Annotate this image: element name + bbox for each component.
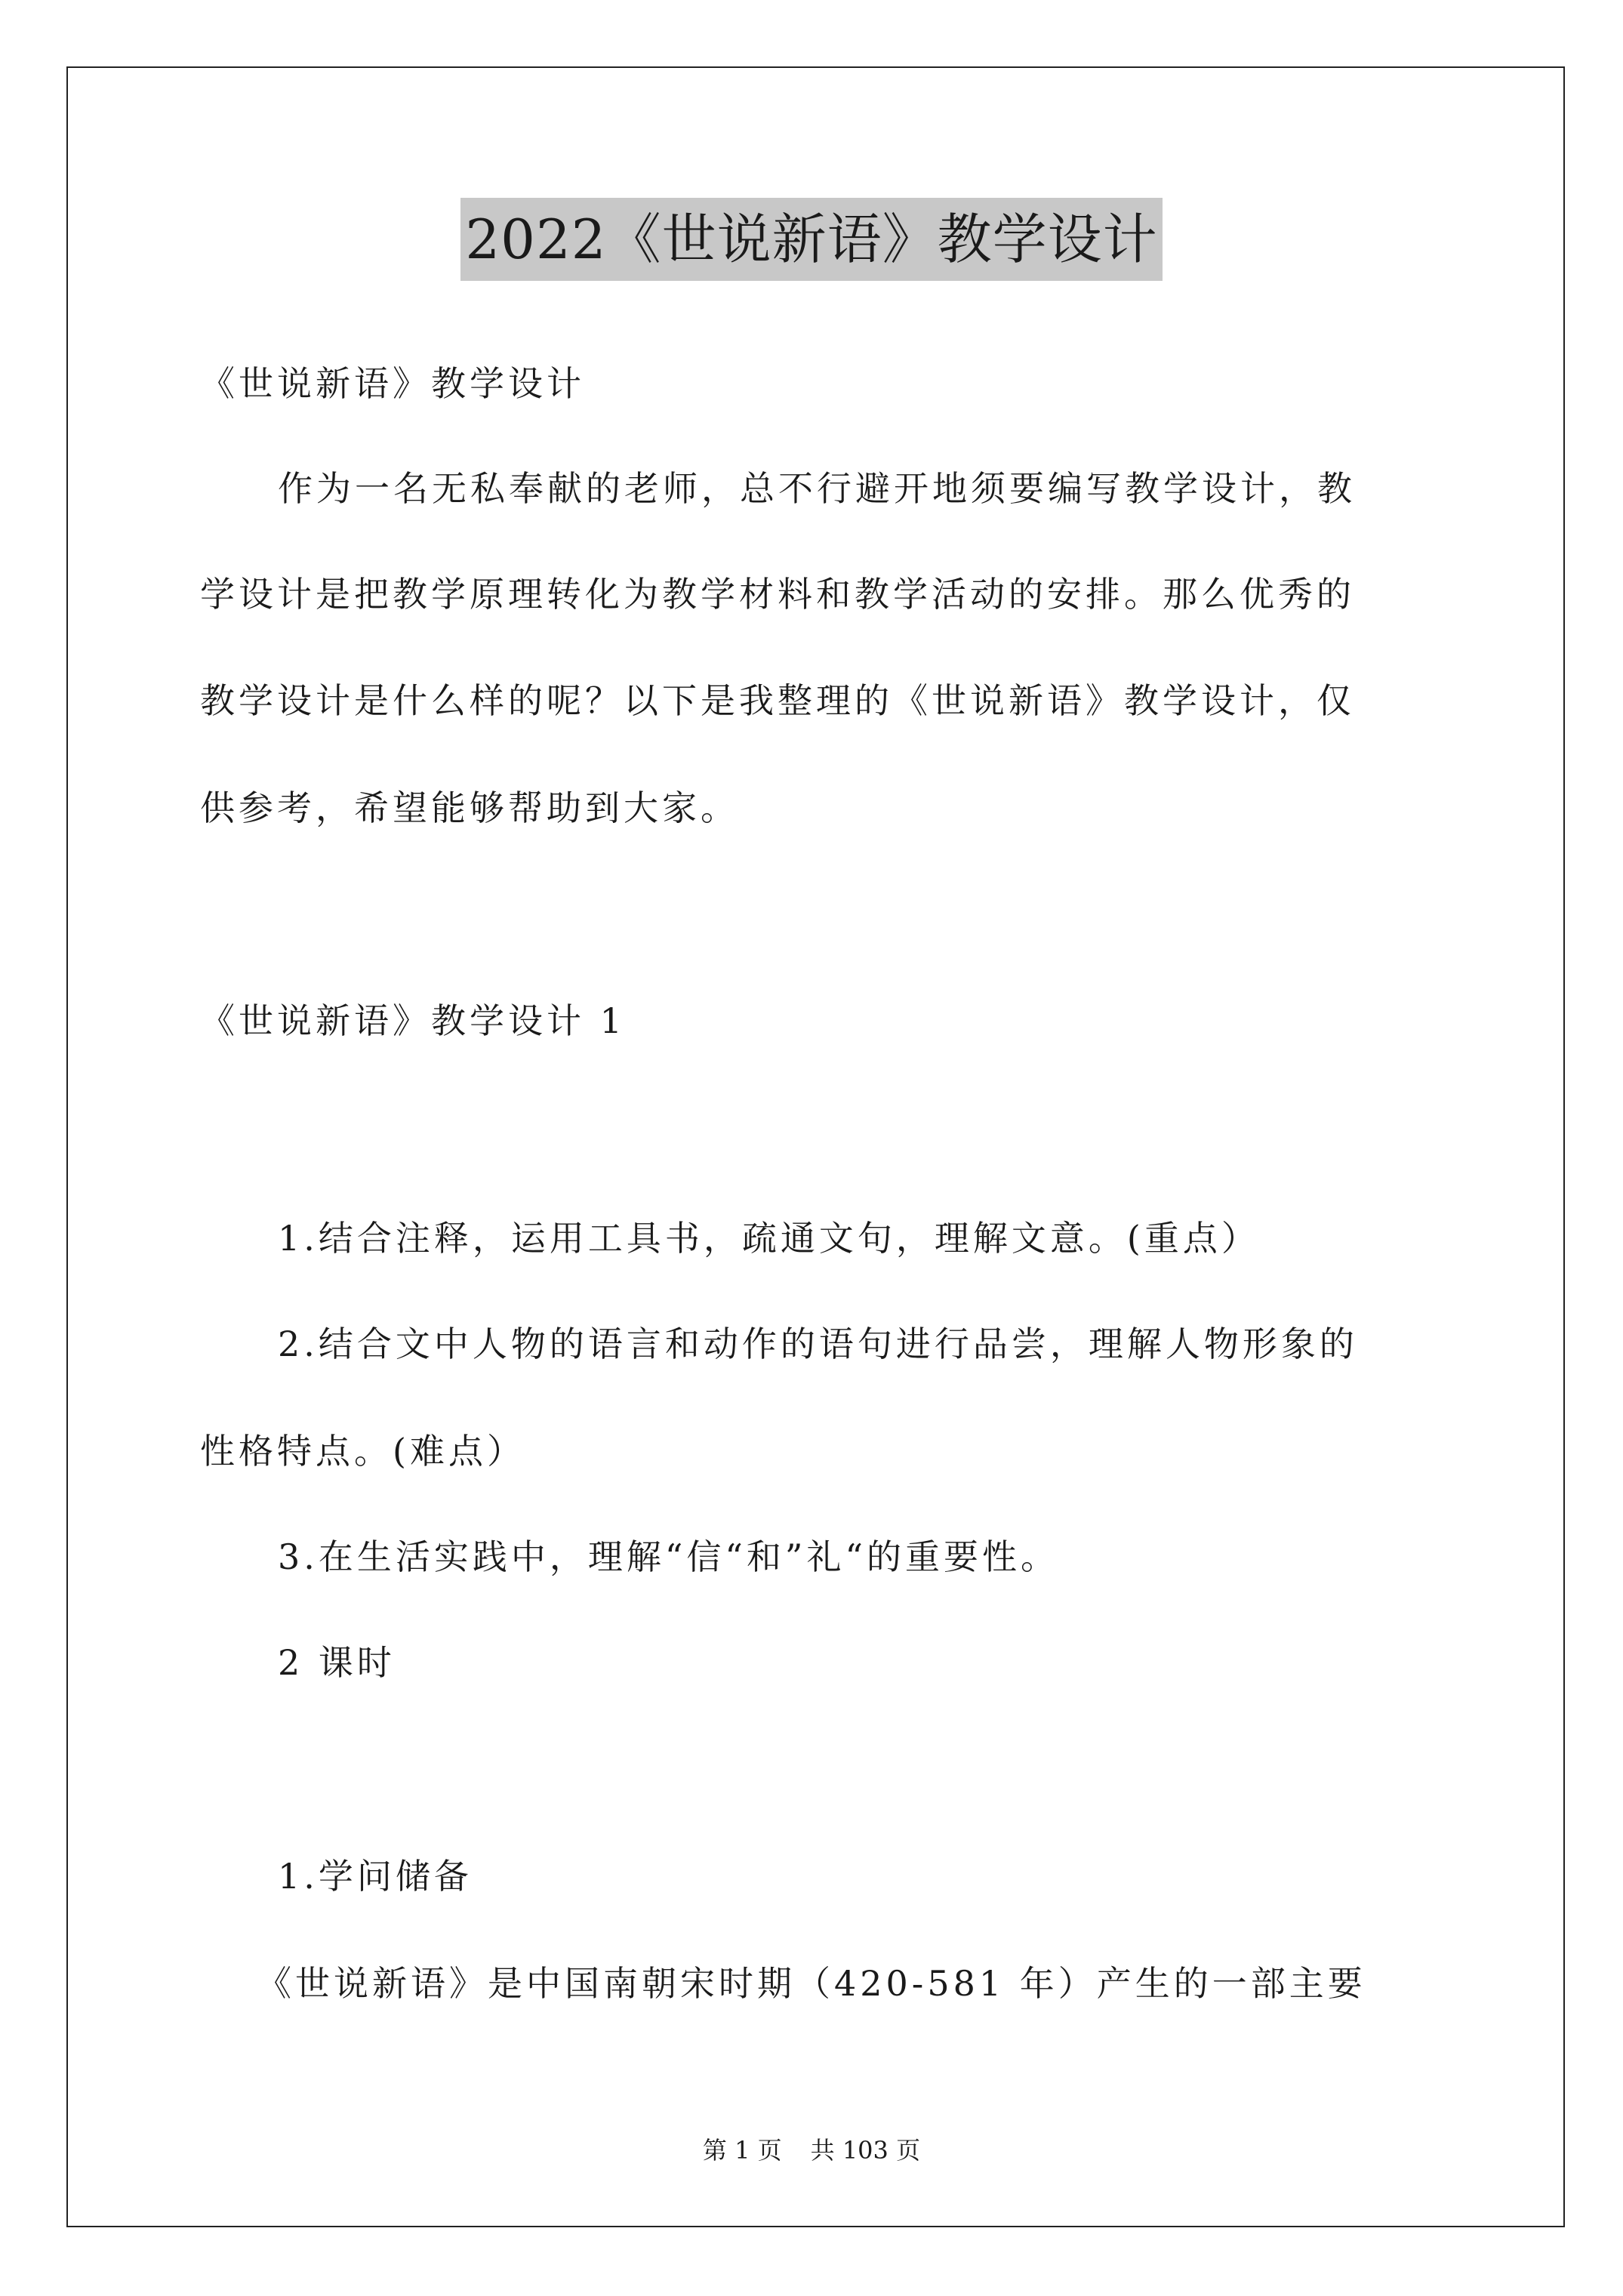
goal-2-line-2: 性格特点。(难点） bbox=[200, 1431, 525, 1472]
prep-heading: 1.学问储备 bbox=[278, 1856, 473, 1897]
page-footer bbox=[0, 2135, 1623, 2165]
intro-line-1: 作为一名无私奉献的老师，总不行避开地须要编写教学设计，教 bbox=[278, 468, 1356, 509]
class-hours: 2 课时 bbox=[278, 1642, 396, 1683]
intro-line-2: 学设计是把教学原理转化为教学材料和教学活动的安排。那么优秀的 bbox=[200, 574, 1355, 615]
document-title-text: 2022《世说新语》教学设计 bbox=[460, 198, 1162, 281]
section-heading: 《世说新语》教学设计 1 bbox=[200, 1000, 626, 1041]
goal-2-line-1: 2.结合文中人物的语言和动作的语句进行品尝，理解人物形象的 bbox=[278, 1324, 1358, 1364]
page-total: 共 103 页 bbox=[810, 2136, 921, 2165]
intro-line-3: 教学设计是什么样的呢？以下是我整理的《世说新语》教学设计，仅 bbox=[200, 680, 1355, 721]
prep-text: 《世说新语》是中国南朝宋时期（420-581 年）产生的一部主要 bbox=[257, 1963, 1366, 2004]
intro-line-4: 供参考，希望能够帮助到大家。 bbox=[200, 787, 739, 828]
page-number: 第 1 页 bbox=[702, 2136, 782, 2165]
goal-1: 1.结合注释，运用工具书，疏通文句，理解文意。(重点） bbox=[278, 1218, 1260, 1259]
document-title bbox=[0, 198, 1623, 281]
goal-3: 3.在生活实践中，理解“信“和”礼“的重要性。 bbox=[278, 1536, 1059, 1577]
document-subtitle: 《世说新语》教学设计 bbox=[200, 363, 585, 404]
